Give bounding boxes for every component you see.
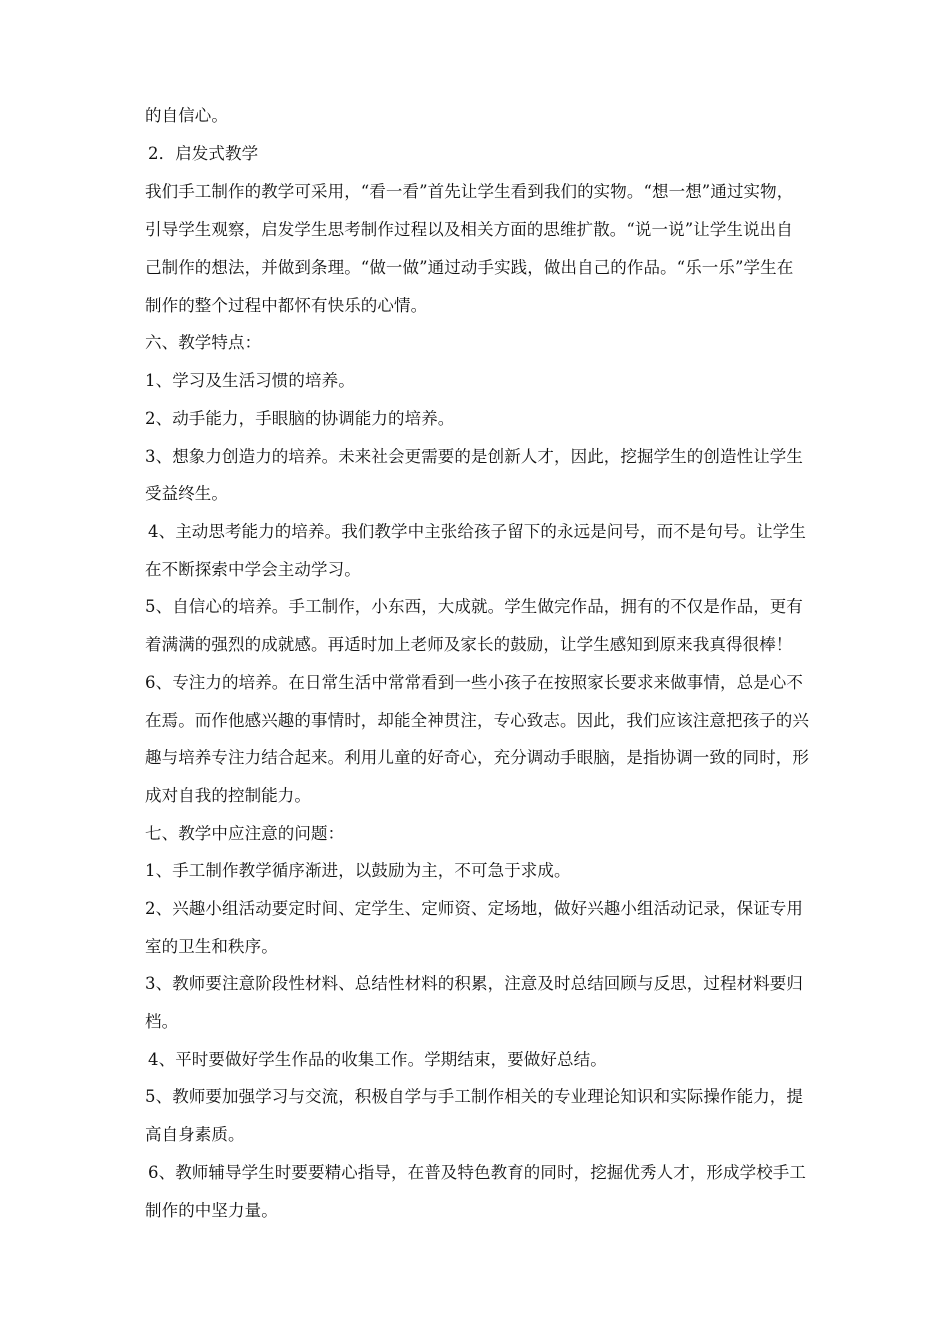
text-line-6: 制作的整个过程中都怀有快乐的心情。: [145, 296, 428, 315]
section-heading-heuristic-teaching: 2．启发式教学: [148, 144, 259, 163]
section-heading-teaching-features: 六、教学特点：: [145, 333, 262, 352]
text-line-4: 引导学生观察，启发学生思考制作过程以及相关方面的思维扩散。“说一说”让学生说出自: [145, 220, 793, 239]
text-line-16: 6、专注力的培养。在日常生活中常常看到一些小孩子在按照家长要求来做事情，总是心不: [145, 673, 803, 692]
text-line-11: 受益终生。: [145, 484, 228, 503]
text-line-29: 6、教师辅导学生时要要精心指导，在普及特色教育的同时，挖掘优秀人才，形成学校手工: [148, 1163, 806, 1182]
text-line-13: 在不断探索中学会主动学习。: [145, 560, 361, 579]
text-line-10: 3、想象力创造力的培养。未来社会更需要的是创新人才，因此，挖掘学生的创造性让学生: [145, 447, 803, 466]
text-line-28: 高自身素质。: [145, 1125, 245, 1144]
text-line-21: 1、手工制作教学循序渐进，以鼓励为主，不可急于求成。: [145, 861, 571, 880]
text-line-3: 我们手工制作的教学可采用，“看一看”首先让学生看到我们的实物。“想一想”通过实物，: [145, 182, 794, 201]
text-line-24: 3、教师要注意阶段性材料、总结性材料的积累，注意及时总结回顾与反思，过程材料要归: [145, 974, 803, 993]
text-line-8: 1、学习及生活习惯的培养。: [145, 371, 355, 390]
text-line-1: 的自信心。: [145, 106, 228, 125]
text-line-18: 趣与培养专注力结合起来。利用儿童的好奇心，充分调动手眼脑，是指协调一致的同时，形: [145, 748, 809, 767]
text-line-12: 4、主动思考能力的培养。我们教学中主张给孩子留下的永远是问号，而不是句号。让学生: [148, 522, 806, 541]
text-line-30: 制作的中坚力量。: [145, 1201, 278, 1220]
text-line-22: 2、兴趣小组活动要定时间、定学生、定师资、定场地，做好兴趣小组活动记录，保证专用: [145, 899, 803, 918]
section-heading-teaching-notes: 七、教学中应注意的问题：: [145, 824, 345, 843]
text-line-17: 在焉。而作他感兴趣的事情时，却能全神贯注，专心致志。因此，我们应该注意把孩子的兴: [145, 711, 809, 730]
text-line-27: 5、教师要加强学习与交流，积极自学与手工制作相关的专业理论知识和实际操作能力，提: [145, 1087, 803, 1106]
text-line-25: 档。: [145, 1012, 179, 1031]
text-line-14: 5、自信心的培养。手工制作，小东西，大成就。学生做完作品，拥有的不仅是作品，更有: [145, 597, 803, 616]
text-line-19: 成对自我的控制能力。: [145, 786, 311, 805]
text-line-9: 2、动手能力，手眼脑的协调能力的培养。: [145, 409, 455, 428]
text-line-23: 室的卫生和秩序。: [145, 937, 278, 956]
text-line-26: 4、平时要做好学生作品的收集工作。学期结束，要做好总结。: [148, 1050, 607, 1069]
text-line-5: 己制作的想法，并做到条理。“做一做”通过动手实践，做出自己的作品。“乐一乐”学生在: [145, 258, 794, 277]
text-line-15: 着满满的强烈的成就感。再适时加上老师及家长的鼓励，让学生感知到原来我真得很棒！: [145, 635, 793, 654]
